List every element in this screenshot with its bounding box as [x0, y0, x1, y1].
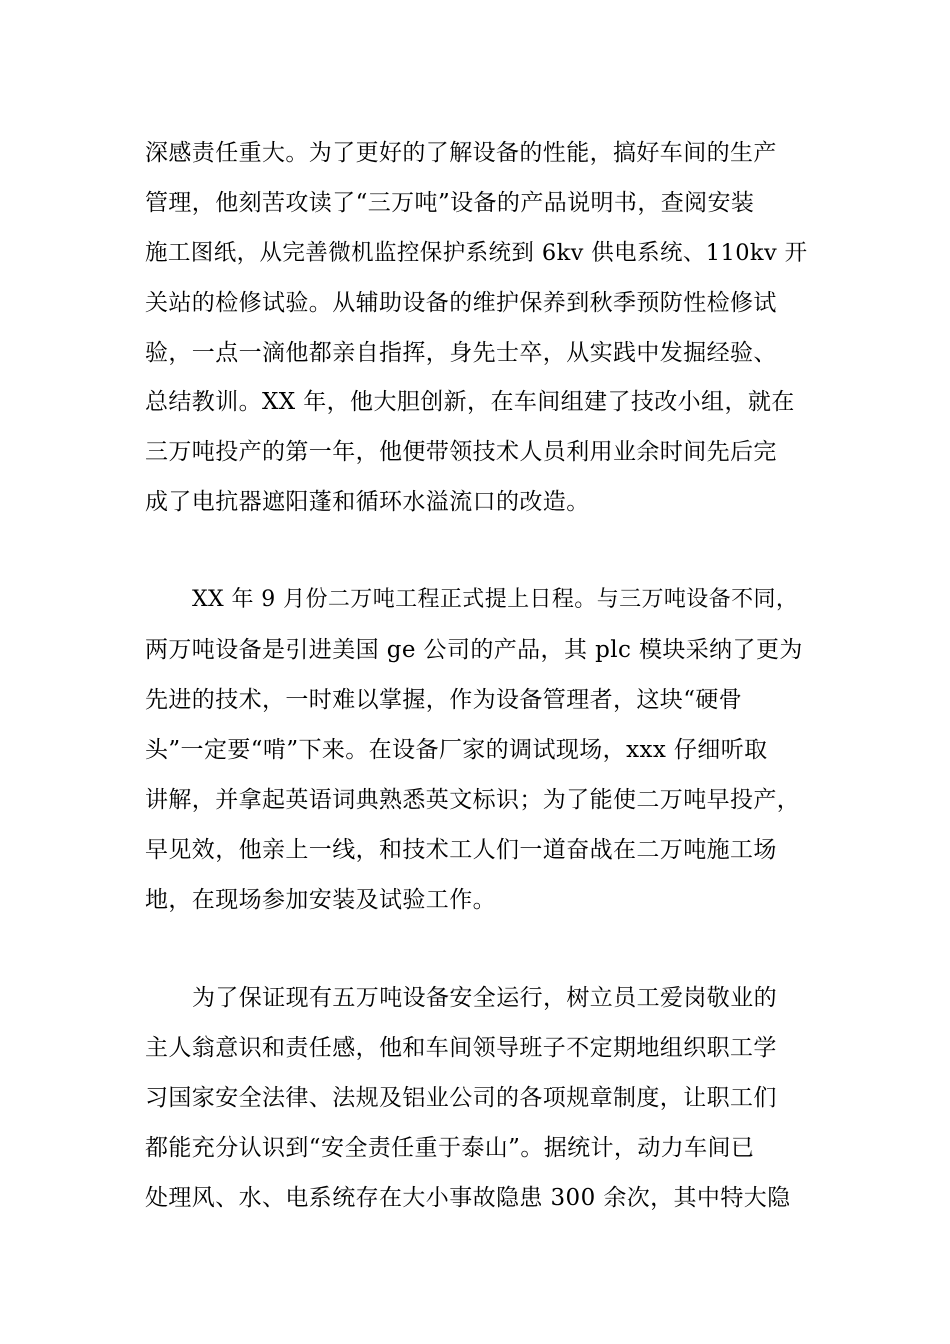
- text-line: 为了保证现有五万吨设备安全运行，树立员工爱岗敬业的: [192, 985, 777, 1011]
- text-line: 管理，他刻苦攻读了“三万吨”设备的产品说明书，查阅安装: [145, 190, 755, 216]
- text-line: 地，在现场参加安装及试验工作。: [145, 887, 496, 913]
- text-line: 验，一点一滴他都亲自指挥，身先士卒，从实践中发掘经验、: [145, 340, 777, 366]
- text-line: 都能充分认识到“安全责任重于泰山”。据统计，动力车间已: [145, 1135, 755, 1161]
- text-line: XX 年 9 月份二万吨工程正式提上日程。与三万吨设备不同，: [192, 587, 799, 612]
- text-line: 早见效，他亲上一线，和技术工人们一道奋战在二万吨施工场: [145, 837, 777, 863]
- text-line: 处理风、水、电系统存在大小事故隐患 300 余次，其中特大隐: [145, 1185, 791, 1211]
- text-line: 关站的检修试验。从辅助设备的维护保养到秋季预防性检修试: [145, 290, 777, 316]
- text-line: 主人翁意识和责任感，他和车间领导班子不定期地组织职工学: [145, 1035, 777, 1061]
- text-line: 成了电抗器遮阳蓬和循环水溢流口的改造。: [145, 489, 590, 515]
- text-line: 深感责任重大。为了更好的了解设备的性能，搞好车间的生产: [145, 140, 777, 166]
- text-line: 习国家安全法律、法规及铝业公司的各项规章制度，让职工们: [145, 1085, 777, 1111]
- text-line: 先进的技术，一时难以掌握，作为设备管理者，这块“硬骨: [145, 687, 743, 713]
- text-line: 两万吨设备是引进美国 ge 公司的产品，其 plc 模块采纳了更为: [145, 637, 803, 663]
- text-line: 三万吨投产的第一年，他便带领技术人员利用业余时间先后完: [145, 439, 777, 465]
- text-line: 总结教训。XX 年，他大胆创新，在车间组建了技改小组，就在: [145, 389, 795, 415]
- text-line: 讲解，并拿起英语词典熟悉英文标识；为了能使二万吨早投产，: [145, 787, 801, 813]
- text-line: 施工图纸，从完善微机监控保护系统到 6kv 供电系统、110kv 开: [145, 240, 808, 266]
- text-line: 头”一定要“啃”下来。在设备厂家的调试现场，xxx 仔细听取: [145, 737, 768, 763]
